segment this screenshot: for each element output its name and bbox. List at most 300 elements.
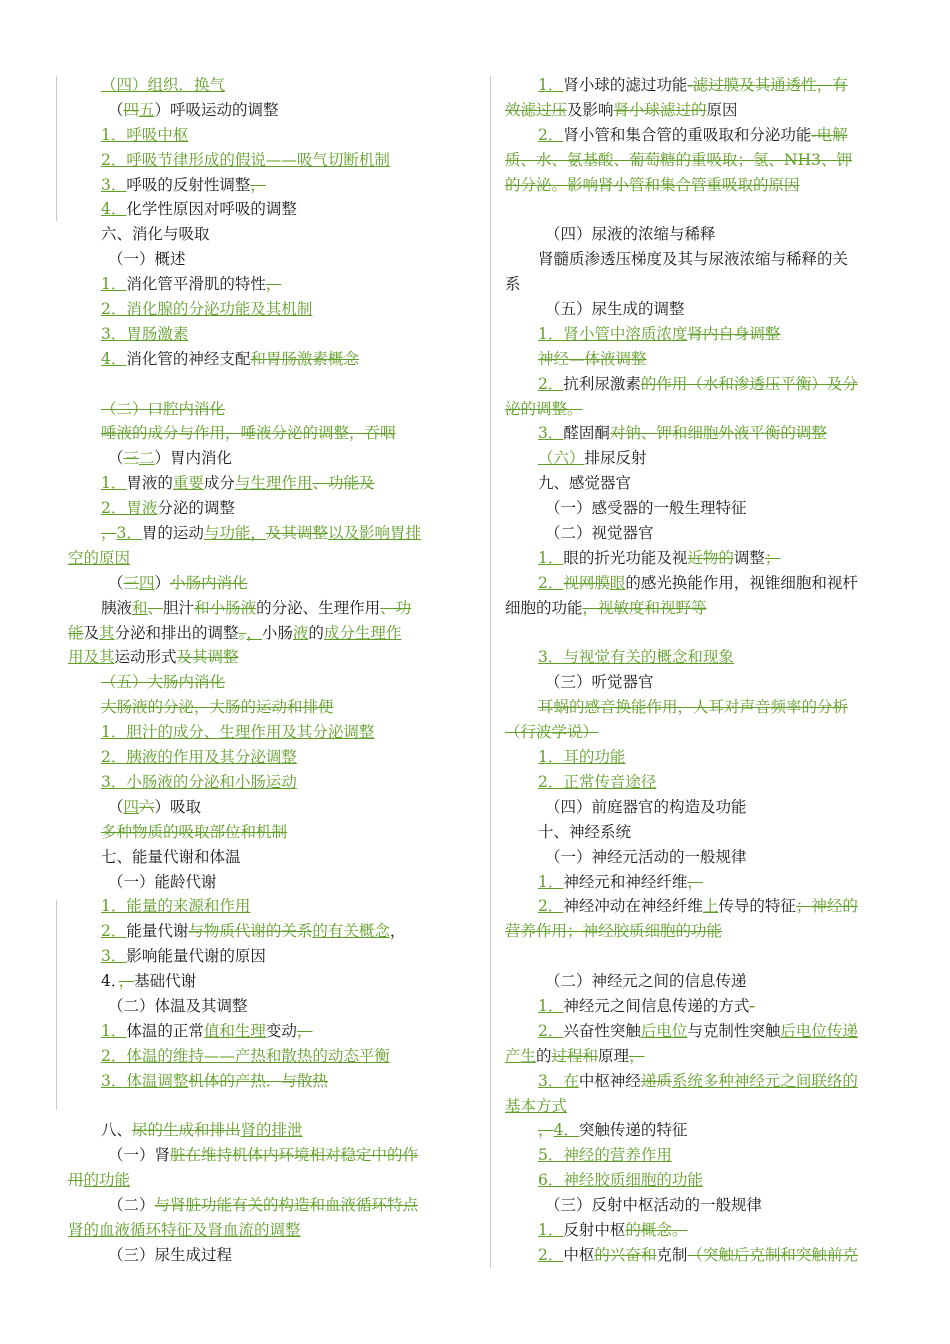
text-line <box>505 1118 885 1143</box>
body-text: 变动 <box>265 1021 297 1040</box>
blank-line <box>505 197 885 222</box>
deleted-text: 六 <box>139 797 155 816</box>
text-line <box>505 670 885 695</box>
deleted-text: 肾小球滤过的 <box>613 100 707 119</box>
body-text: 神经冲动在神经纤维 <box>563 897 703 916</box>
body-text: 呼吸的反射性调整 <box>126 175 251 194</box>
inserted-text: 基本方式 <box>505 1096 568 1115</box>
body-text: 肾小球的滤过功能 <box>563 76 688 94</box>
body-text: 及 <box>83 623 100 642</box>
inserted-text: 3． <box>116 524 142 543</box>
body-text: 原理 <box>598 1046 630 1065</box>
inserted-text: 2． <box>538 125 564 144</box>
deleted-text: ， <box>296 1021 313 1040</box>
inserted-text: 2．胃液 <box>101 499 158 518</box>
text-line <box>68 695 450 720</box>
body-text: （二）体温及其调整 <box>108 996 248 1015</box>
deleted-text: 与物质代谢的关系 <box>188 922 313 941</box>
deleted-text: -滤过膜及其通透性，有 <box>687 76 848 94</box>
deleted-text: 用 <box>68 1171 84 1190</box>
inserted-text: 成分生理作 <box>323 623 402 642</box>
inserted-text: （四）组织．换气 <box>101 76 226 94</box>
deleted-text: 的概念。 <box>625 1220 688 1239</box>
deleted-text: ； <box>764 548 781 567</box>
deleted-text: 大肠液的分泌，大肠的运动和排便 <box>101 698 334 717</box>
text-line <box>505 919 885 944</box>
deleted-text: 营养作用；神经胶质细胞的功能 <box>505 922 723 941</box>
blank-line <box>505 621 885 646</box>
text-line <box>505 123 885 148</box>
body-text: 传导的特征 <box>718 897 796 916</box>
deleted-text: 神经—体液调整 <box>538 349 647 368</box>
inserted-text: 4． <box>553 1121 579 1140</box>
text-line <box>505 870 885 895</box>
blank-line <box>505 944 885 969</box>
deleted-text: 。 <box>238 623 247 642</box>
text-line <box>505 397 885 422</box>
text-line <box>68 322 450 347</box>
deleted-text: 与肾脏功能有关的构造和血液循环特点 <box>154 1196 419 1215</box>
body-text: 胃液的 <box>126 474 173 493</box>
text-line <box>505 720 885 745</box>
inserted-text: 5．神经的营养作用 <box>538 1146 672 1165</box>
inserted-text: 3．小肠液的分泌和小肠运动 <box>101 772 297 791</box>
deleted-text: 的分泌。影响肾小管和集合管重吸取的原因 <box>505 175 800 194</box>
body-text: ） <box>154 573 171 592</box>
text-line <box>68 645 450 670</box>
inserted-text: 1． <box>101 275 127 294</box>
deleted-text: 泌的调整。 <box>505 399 583 418</box>
text-line <box>505 1069 885 1094</box>
inserted-text: 后电位 <box>640 1021 688 1040</box>
inserted-text: 2．胰液的作用及其分泌调整 <box>101 748 297 767</box>
deleted-text: 视网膜 <box>563 573 610 592</box>
inserted-text: 肾的血液循环特征及肾血流的调整 <box>68 1220 301 1239</box>
body-text: 抗利尿激素 <box>563 374 641 393</box>
text-line <box>505 347 885 372</box>
deleted-text: （二）口腔内消化 <box>101 399 226 418</box>
body-text: 运动形式 <box>114 648 177 667</box>
text-line <box>505 645 885 670</box>
body-text: （二）视觉器官 <box>545 524 654 543</box>
deleted-text: 过程和 <box>551 1046 599 1065</box>
body-text: 胆汁 <box>163 598 195 617</box>
body-text: 九、感觉器官 <box>538 474 632 493</box>
deleted-text: （突触后克制和突触前克 <box>687 1245 858 1264</box>
deleted-text: 三 <box>123 573 140 592</box>
inserted-text: 1． <box>101 1021 127 1040</box>
body-text: （一）肾 <box>108 1146 171 1165</box>
body-text: （ <box>108 573 124 592</box>
body-text: 分泌和排出的调整 <box>114 623 239 642</box>
inserted-text: 1． <box>538 76 564 94</box>
body-text: 消化管的神经支配 <box>126 349 251 368</box>
inserted-text: 与功能， <box>203 524 266 543</box>
body-text: 消化管平滑肌的特性 <box>126 275 266 294</box>
inserted-text: 上 <box>702 897 719 916</box>
body-text: （四）尿液的浓缩与稀释 <box>545 225 716 244</box>
body-text: （四）前庭器官的构造及功能 <box>545 797 747 816</box>
inserted-text: 的功能 <box>83 1171 131 1190</box>
text-line <box>505 795 885 820</box>
inserted-text: 2． <box>538 573 564 592</box>
deleted-text: 及其调整 <box>176 648 239 667</box>
body-text: ， <box>389 922 406 941</box>
inserted-text: 四 <box>139 573 155 592</box>
body-text: 原因 <box>706 100 738 119</box>
body-text: 兴奋性突触 <box>563 1021 641 1040</box>
inserted-text: 四 <box>123 797 140 816</box>
text-line <box>68 1143 450 1168</box>
text-line <box>68 969 450 994</box>
text-line <box>68 496 450 521</box>
body-text: （一）神经元活动的一般规律 <box>545 847 747 866</box>
body-text: 反射中枢 <box>563 1220 626 1239</box>
text-line <box>505 1044 885 1069</box>
inserted-text: 1． <box>538 872 564 891</box>
text-line <box>505 1168 885 1193</box>
inserted-text: 与生理作用 <box>234 474 313 493</box>
body-text: 六、消化与吸取 <box>101 225 210 244</box>
text-line <box>68 621 450 646</box>
body-text: （五）尿生成的调整 <box>545 300 685 319</box>
deleted-text: -电解 <box>811 125 848 144</box>
body-text: 十、神经系统 <box>538 822 632 841</box>
deleted-text: 效滤过压 <box>505 100 568 119</box>
inserted-text: 2． <box>538 897 564 916</box>
text-line <box>68 820 450 845</box>
text-line <box>68 745 450 770</box>
body-text: ）呼吸运动的调整 <box>154 100 279 119</box>
inserted-text: 2． <box>538 1245 564 1264</box>
text-line <box>68 1019 450 1044</box>
deleted-text: 和胃肠激素概念 <box>250 349 359 368</box>
inserted-text: ， <box>246 623 262 642</box>
text-line <box>505 596 885 621</box>
body-text: 成分 <box>203 474 235 493</box>
text-line <box>68 770 450 795</box>
deleted-text: 三 <box>123 449 140 468</box>
text-line <box>505 695 885 720</box>
text-line <box>505 496 885 521</box>
inserted-text: 1．呼吸中枢 <box>101 125 189 144</box>
inserted-text: （六） <box>538 449 585 468</box>
inserted-text: 2．消化腺的分泌功能及其机制 <box>101 300 313 319</box>
inserted-text: 的有关概念 <box>312 922 390 941</box>
text-line <box>68 148 450 173</box>
text-line <box>505 446 885 471</box>
body-text: 化学性原因对呼吸的调整 <box>126 200 297 219</box>
body-text: 体温的正常 <box>126 1021 204 1040</box>
body-text: 神经元之间信息传递的方式 <box>563 996 750 1015</box>
body-text: 的 <box>536 1046 552 1065</box>
text-line <box>505 1218 885 1243</box>
deleted-text: （五）大肠内消化 <box>101 673 226 692</box>
deleted-text: 机体的产热．与散热 <box>188 1071 328 1090</box>
deleted-text: 及其调整 <box>265 524 328 543</box>
text-line <box>68 845 450 870</box>
deleted-text: ， <box>538 1121 554 1140</box>
body-text: 肾髓质渗透压梯度及其与尿液浓缩与稀释的关 <box>538 250 849 269</box>
inserted-text: 4． <box>101 200 127 219</box>
body-text: ）吸取 <box>154 797 202 816</box>
body-text: 醛固酮 <box>563 424 610 443</box>
body-text: 4． <box>101 972 119 991</box>
deleted-text: 的兴奋和 <box>594 1245 657 1264</box>
deleted-text: 能 <box>68 623 84 642</box>
body-text: （二）神经元之间的信息传递 <box>545 972 747 991</box>
body-text: 中枢神经 <box>578 1071 641 1090</box>
text-line <box>505 222 885 247</box>
body-text: 眼的折光功能及视 <box>563 548 688 567</box>
inserted-text: 1．胆汁的成分、生理作用及其分泌调整 <box>101 723 375 742</box>
text-line <box>505 297 885 322</box>
inserted-text: 和 <box>132 598 148 617</box>
text-line <box>68 1118 450 1143</box>
inserted-text: 2．体温的维持——产热和散热的动态平衡 <box>101 1046 390 1065</box>
deleted-text: 的作用（水和渗透压平衡）及分 <box>640 374 858 393</box>
text-line <box>68 944 450 969</box>
text-line <box>68 123 450 148</box>
text-line <box>68 1243 450 1268</box>
text-line <box>505 1143 885 1168</box>
inserted-text: 眼 <box>609 573 626 592</box>
text-line <box>505 745 885 770</box>
text-line <box>505 546 885 571</box>
inserted-text: 产生 <box>505 1046 537 1065</box>
inserted-text: 后电位传递 <box>780 1021 858 1040</box>
deleted-text: - <box>749 996 755 1015</box>
deleted-text: ， <box>250 175 266 194</box>
deleted-text: 和小肠液 <box>194 598 257 617</box>
deleted-text: 脏在维持机体内环境相对稳定中的作 <box>170 1146 419 1165</box>
inserted-text: 用及其 <box>68 648 115 667</box>
text-line <box>68 596 450 621</box>
deleted-text: 唾液的成分与作用，唾液分泌的调整，吞咽 <box>101 424 396 443</box>
inserted-text: 空的原因 <box>68 548 131 567</box>
blank-line <box>68 1094 450 1119</box>
text-line <box>505 1019 885 1044</box>
text-line <box>68 894 450 919</box>
inserted-text: 肾的排泄 <box>240 1121 303 1140</box>
text-line <box>505 322 885 347</box>
text-line <box>68 173 450 198</box>
body-text: 克制 <box>656 1245 688 1264</box>
text-line <box>68 994 450 1019</box>
text-line <box>68 247 450 272</box>
text-line <box>68 347 450 372</box>
text-line <box>68 670 450 695</box>
text-line <box>68 197 450 222</box>
body-text: （一）感受器的一般生理特征 <box>545 499 747 518</box>
deleted-text: ， <box>265 275 282 294</box>
inserted-text: 2．正常传音途径 <box>538 772 657 791</box>
inserted-text: 2． <box>538 374 564 393</box>
inserted-text: 其 <box>99 623 115 642</box>
left-column <box>68 73 450 1268</box>
text-line <box>505 471 885 496</box>
body-text: 肾小管和集合管的重吸取和分泌功能 <box>563 125 812 144</box>
body-text: 七、能量代谢和体温 <box>101 847 241 866</box>
deleted-text: 小肠内消化 <box>170 573 248 592</box>
body-text: （一）能龄代谢 <box>108 872 217 891</box>
text-line <box>505 1193 885 1218</box>
text-line <box>68 73 450 98</box>
deleted-text: 多种物质的吸取部位和机制 <box>101 822 288 841</box>
body-text: 中枢 <box>563 1245 595 1264</box>
body-text: 小肠 <box>261 623 293 642</box>
inserted-text: 二 <box>139 449 155 468</box>
text-line <box>505 770 885 795</box>
body-text: 排尿反射 <box>584 449 647 468</box>
text-line <box>68 222 450 247</box>
text-line <box>505 521 885 546</box>
text-line <box>68 471 450 496</box>
body-text: 的感光换能作用，视锥细胞和视杆 <box>625 573 858 592</box>
inserted-text: 3． <box>538 424 564 443</box>
body-text: 能量代谢 <box>126 922 189 941</box>
text-line <box>68 795 450 820</box>
deleted-text: 递质 <box>640 1071 672 1090</box>
text-line <box>505 894 885 919</box>
deleted-text: ；神经的 <box>795 897 858 916</box>
deleted-text: 耳蜗的感音换能作用，人耳对声音频率的分析 <box>538 698 849 717</box>
text-line <box>505 372 885 397</box>
inserted-text: 1．能量的来源和作用 <box>101 897 251 916</box>
text-line <box>68 521 450 546</box>
text-line <box>68 397 450 422</box>
body-text: （二） <box>108 1196 155 1215</box>
text-line <box>505 969 885 994</box>
inserted-text: 1．耳的功能 <box>538 748 626 767</box>
column-divider <box>490 76 491 1268</box>
text-line <box>68 720 450 745</box>
left-change-bar <box>56 900 57 1110</box>
body-text: 突触传递的特征 <box>578 1121 688 1140</box>
body-text: 及影响 <box>567 100 614 119</box>
text-line <box>505 994 885 1019</box>
inserted-text: 4． <box>101 349 127 368</box>
inserted-text: 3．体温调整 <box>101 1071 189 1090</box>
text-line <box>68 546 450 571</box>
text-line <box>68 1168 450 1193</box>
deleted-text: ， <box>118 972 135 991</box>
text-line <box>505 148 885 173</box>
text-line <box>68 272 450 297</box>
body-text: 系 <box>505 275 521 294</box>
deleted-text: ， <box>629 1046 645 1065</box>
deleted-text: 、 <box>147 598 164 617</box>
inserted-text: 6．神经胶质细胞的功能 <box>538 1171 703 1190</box>
text-line <box>505 820 885 845</box>
body-text: 与克制性突触 <box>687 1021 781 1040</box>
inserted-text: 2． <box>538 1021 564 1040</box>
text-line <box>505 1243 885 1268</box>
text-line <box>68 870 450 895</box>
text-line <box>505 173 885 198</box>
body-text: 八、 <box>101 1121 133 1140</box>
body-text: 分泌的调整 <box>157 499 235 518</box>
body-text: 的分泌、生理作用 <box>256 598 381 617</box>
inserted-text: 1．肾小管中溶质浓度 <box>538 324 688 343</box>
deleted-text: 质、水、氨基酸、葡萄糖的重吸取；氢、NH3、钾 <box>505 150 852 169</box>
body-text: （三）反射中枢活动的一般规律 <box>545 1196 763 1215</box>
inserted-text: 1． <box>538 1220 564 1239</box>
inserted-text: 3． <box>101 947 127 966</box>
deleted-text: 、功 <box>380 598 412 617</box>
text-line <box>68 1044 450 1069</box>
inserted-text: 重要 <box>172 474 204 493</box>
right-column <box>505 73 885 1268</box>
inserted-text: 系统多种神经元之间联络的 <box>671 1071 858 1090</box>
inserted-text: 3．与视觉有关的概念和现象 <box>538 648 734 667</box>
blank-line <box>68 372 450 397</box>
body-text: 的 <box>308 623 324 642</box>
inserted-text: 以及影响胃排 <box>327 524 421 543</box>
inserted-text: 3．胃肠激素 <box>101 324 189 343</box>
body-text: （三）尿生成过程 <box>108 1245 233 1264</box>
body-text: 调整 <box>733 548 765 567</box>
deleted-text: 近物的 <box>687 548 734 567</box>
inserted-text: 2． <box>101 922 127 941</box>
inserted-text: 1． <box>538 996 564 1015</box>
text-line <box>505 272 885 297</box>
inserted-text: 1． <box>101 474 127 493</box>
inserted-text: 值和生理 <box>203 1021 266 1040</box>
deleted-text: ， <box>687 872 703 891</box>
body-text: （ <box>108 449 124 468</box>
text-line <box>68 571 450 596</box>
body-text: （ <box>108 797 124 816</box>
body-text: （三）听觉器官 <box>545 673 654 692</box>
body-text: （一）概述 <box>108 250 186 269</box>
body-text: 神经元和神经纤维 <box>563 872 688 891</box>
inserted-text: 3． <box>101 175 127 194</box>
text-line <box>68 98 450 123</box>
inserted-text: 3．在 <box>538 1071 579 1090</box>
body-text: 细胞的功能 <box>505 598 583 617</box>
text-line <box>68 446 450 471</box>
deleted-text: 肾内自身调整 <box>687 324 781 343</box>
deleted-text: 尿的生成和排出 <box>132 1121 241 1140</box>
body-text: ）胃内消化 <box>154 449 233 468</box>
text-line <box>68 421 450 446</box>
deleted-text: ， <box>101 524 117 543</box>
left-change-bar <box>56 76 57 221</box>
text-line <box>505 1094 885 1119</box>
text-line <box>505 571 885 596</box>
body-text: 基础代谢 <box>134 972 197 991</box>
body-text: 胃的运动 <box>141 524 204 543</box>
body-text: （ <box>108 100 124 119</box>
deleted-text: 四 <box>123 100 140 119</box>
text-line <box>505 421 885 446</box>
text-line <box>505 98 885 123</box>
body-text: 胰液 <box>101 598 133 617</box>
inserted-text: 2．呼吸节律形成的假说——吸气切断机制 <box>101 150 390 169</box>
text-line <box>68 1218 450 1243</box>
inserted-text: 液 <box>292 623 309 642</box>
text-line <box>68 297 450 322</box>
text-line <box>505 247 885 272</box>
text-line <box>68 1069 450 1094</box>
deleted-text: 对钠、钾和细胞外液平衡的调整 <box>609 424 827 443</box>
text-line <box>68 1193 450 1218</box>
deleted-text: （行波学说） <box>505 723 599 742</box>
inserted-text: 五 <box>139 100 155 119</box>
text-line <box>68 919 450 944</box>
text-line <box>505 73 885 98</box>
